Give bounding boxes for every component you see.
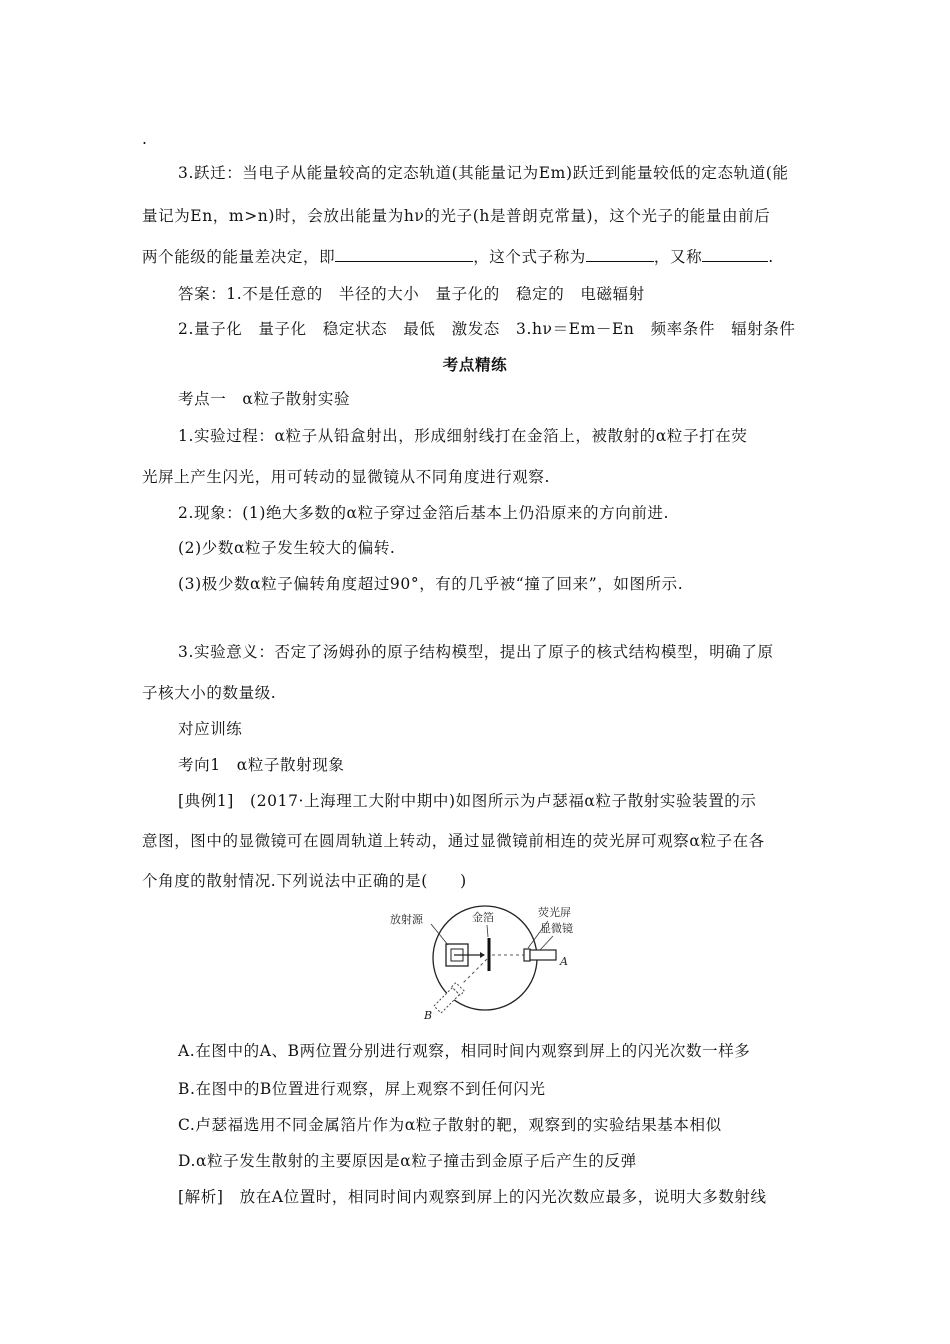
kaoxiang-title: 考向1 α粒子散射现象	[178, 756, 345, 774]
example-line1: [典例1] (2017·上海理工大附中期中)如图所示为卢瑟福α粒子散射实验装置的示	[178, 792, 757, 810]
option-a: A.在图中的A、B两位置分别进行观察，相同时间内观察到屏上的闪光次数一样多	[178, 1042, 751, 1060]
fill-blank-formula[interactable]	[335, 247, 473, 262]
rutherford-apparatus-diagram	[388, 903, 592, 1023]
kaodian1-p2-line2: (2)少数α粒子发生较大的偏转.	[178, 539, 396, 557]
stray-dot: .	[142, 130, 148, 148]
beam-arrow	[480, 952, 485, 958]
option-b: B.在图中的B位置进行观察，屏上观察不到任何闪光	[178, 1080, 546, 1098]
screen-a	[524, 949, 530, 961]
training-title: 对应训练	[178, 720, 243, 738]
section3-line3	[142, 246, 774, 268]
kaodian1-title: 考点一 α粒子散射实验	[178, 390, 351, 408]
section3-line3-b: ，这个式子称为	[473, 248, 586, 266]
section3-line3-a: 两个能级的能量差决定，即	[142, 248, 336, 266]
apparatus-svg	[388, 903, 592, 1023]
kaodian1-p2-line1: 2.现象：(1)绝大多数的α粒子穿过金箔后基本上仍沿原来的方向前进.	[178, 504, 670, 522]
option-c: C.卢瑟福选用不同金属箔片作为α粒子散射的靶，观察到的实验结果基本相似	[178, 1116, 722, 1134]
label-microscope: 显微镜	[540, 922, 573, 935]
label-foil: 金箔	[472, 911, 494, 924]
example-line2: 意图，图中的显微镜可在圆周轨道上转动，通过显微镜前相连的荧光屏可观察α粒子在各	[142, 832, 765, 850]
label-screen: 荧光屏	[538, 906, 571, 919]
microscope-a	[530, 950, 556, 960]
section3-line3-d: .	[768, 248, 774, 266]
section-heading: 考点精练	[442, 355, 508, 374]
fill-blank-alias[interactable]	[702, 247, 768, 262]
answer-line2: 2.量子化 量子化 稳定状态 最低 激发态 3.hν＝Em－En 频率条件 辐射条件	[178, 320, 796, 338]
label-a: A	[560, 955, 568, 968]
label-source: 放射源	[390, 913, 423, 926]
section3-line2: 量记为En，m>n)时，会放出能量为hν的光子(h是普朗克常量)，这个光子的能量由前后	[142, 207, 771, 225]
leader-foil	[487, 925, 488, 937]
label-b: B	[424, 1009, 433, 1022]
fill-blank-name[interactable]	[586, 247, 654, 262]
kaodian1-p3-line2: 子核大小的数量级.	[142, 684, 277, 702]
leader-source	[431, 924, 448, 945]
kaodian1-p1-line1: 1.实验过程：α粒子从铅盒射出，形成细射线打在金箔上，被散射的α粒子打在荧	[178, 427, 748, 445]
kaodian1-p1-line2: 光屏上产生闪光，用可转动的显微镜从不同角度进行观察.	[142, 468, 551, 486]
kaodian1-p2-line3: (3)极少数α粒子偏转角度超过90°，有的几乎被“撞了回来”，如图所示.	[178, 575, 684, 593]
analysis-line: [解析] 放在A位置时，相同时间内观察到屏上的闪光次数应最多，说明大多数射线	[178, 1188, 767, 1206]
section3-line3-c: ，又称	[653, 248, 703, 266]
answer-line1: 答案：1.不是任意的 半径的大小 量子化的 稳定的 电磁辐射	[178, 285, 645, 303]
section3-line1: 3.跃迁：当电子从能量较高的定态轨道(其能量记为Em)跃迁到能量较低的定态轨道(能	[178, 164, 789, 182]
microscope-b	[433, 983, 464, 1014]
example-line3: 个角度的散射情况.下列说法中正确的是( )	[142, 872, 467, 890]
option-d: D.α粒子发生散射的主要原因是α粒子撞击到金原子后产生的反弹	[178, 1152, 637, 1170]
kaodian1-p3-line1: 3.实验意义：否定了汤姆孙的原子结构模型，提出了原子的核式结构模型，明确了原	[178, 643, 774, 661]
leader-microscope	[540, 936, 553, 950]
